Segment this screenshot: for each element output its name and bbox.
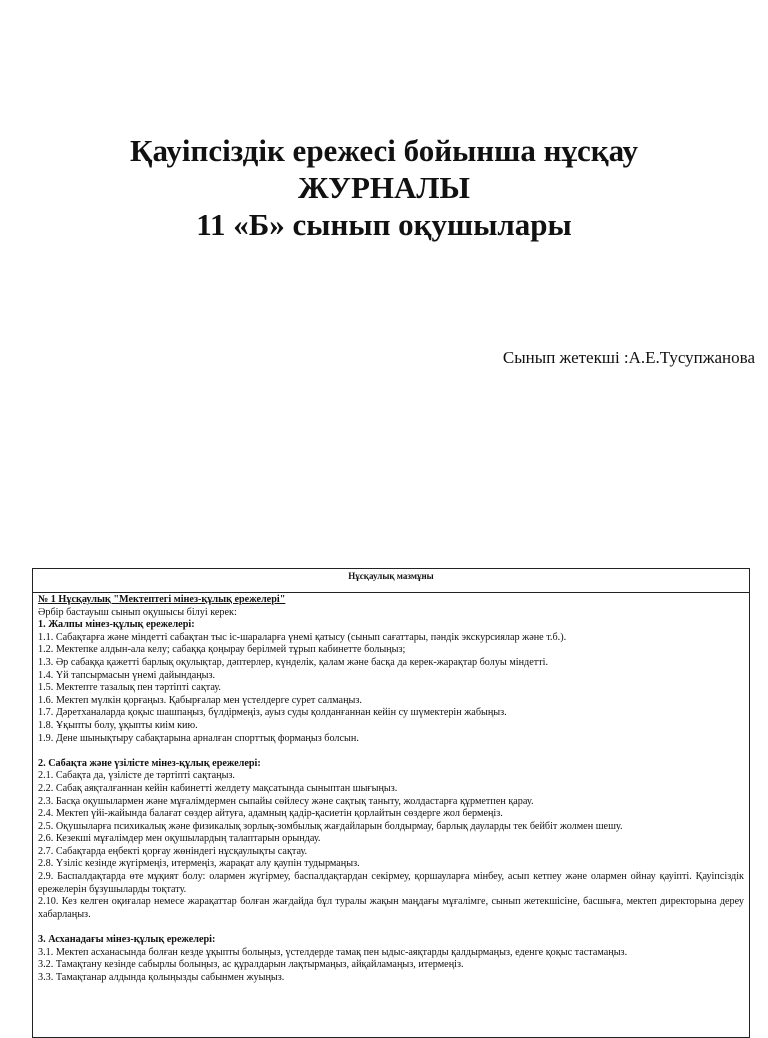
instruction-title: № 1 Нұсқаулық "Мектептегі мінез-құлық ережелері": [38, 594, 286, 605]
rule-item: 3.2. Тамақтану кезінде сабырлы болыңыз, ас құралдарын лақтырмаңыз, айқайламаңыз, итермеңіз.: [38, 959, 464, 971]
rule-item: 2.8. Үзіліс кезінде жүгірмеңіз, итермеңіз, жарақат алу қаупін тудырмаңыз.: [38, 858, 360, 870]
instruction-intro: Әрбір бастауыш сынып оқушысы білуі керек:: [38, 606, 237, 618]
section-heading: 3. Асханадағы мінез-құлық ережелері:: [38, 934, 216, 946]
rule-item: 1.2. Мектепке алдын-ала келу; сабаққа қоңырау берілмей тұрып кабинетте болыңыз;: [38, 644, 406, 656]
title-line-3: 11 «Б» сынып оқушылары: [196, 207, 572, 242]
instruction-table: [32, 568, 750, 1038]
rule-item: 2.5. Оқушыларға психикалық және физикалық зорлық-зомбылық жағдайларын болдырмау, барлық дауларды тек бейбіт жолмен шешу.: [38, 820, 623, 832]
table-body: [33, 593, 749, 984]
document-title: [0, 132, 768, 243]
section-gap: [38, 745, 744, 758]
rule-item: 2.2. Сабақ аяқталғаннан кейін кабинетті желдету мақсатында сыныптан шығыңыз.: [38, 782, 398, 794]
rule-item: 1.5. Мектепте тазалық пен тәртіпті сақтау.: [38, 682, 221, 694]
rule-item: 1.1. Сабақтарға және міндетті сабақтан тыс іс-шараларға үнемі қатысу (сынып сағаттары, пәндік экскурсиялар және т.б.).: [38, 631, 567, 643]
rule-item: 2.4. Мектеп үйі-жайында балағат сөздер айтуға, адамның қадір-қасиетін қорлайтын сөздерге жол бермеңіз.: [38, 808, 503, 820]
section-heading: 2. Сабақта және үзілісте мінез-құлық ережелері:: [38, 757, 261, 769]
title-line-1: Қауіпсіздік ережесі бойынша нұсқау: [130, 133, 638, 168]
rule-item: 2.6. Кезекші мұғалімдер мен оқушылардың талаптарын орындау.: [38, 833, 321, 845]
rule-item: 2.3. Басқа оқушылармен және мұғалімдермен сыпайы сөйлесу және сақтық таныту, жолдастарға құрметпен қарау.: [38, 795, 534, 807]
rule-item: 2.10. Кез келген оқиғалар немесе жарақаттар болған жағдайда бұл туралы жақын маңдағы мұғалімге, сынып жетекшісіне, басшыға, мектеп директорына дереу хабарлаңыз.: [38, 896, 744, 920]
rule-item: 2.1. Сабақта да, үзілісте де тәртіпті сақтаңыз.: [38, 770, 235, 782]
rule-item: 1.3. Әр сабаққа қажетті барлық оқулықтар, дәптерлер, күнделік, қалам және басқа да керек-жарақтар болуы міндетті.: [38, 656, 549, 668]
rule-item: 3.1. Мектеп асханасында болған кезде ұқыпты болыңыз, үстелдерде тамақ пен ыдыс-аяқтарды қалдырмаңыз, еденге қоқыс тастамаңыз.: [38, 946, 628, 958]
class-teacher: Сынып жетекші :А.Е.Тусупжанова: [502, 348, 755, 367]
title-line-2: ЖУРНАЛЫ: [298, 170, 470, 205]
section-gap: [38, 921, 744, 934]
rule-item: 1.9. Дене шынықтыру сабақтарына арналған спорттық формаңыз болсын.: [38, 732, 359, 744]
rule-item: 2.7. Сабақтарда еңбекті қорғау жөніндегі нұсқаулықты сақтау.: [38, 845, 308, 857]
table-header: Нұсқаулық мазмұны: [33, 569, 749, 593]
rule-item: 1.7. Дәретханаларда қоқыс шашпаңыз, бүлдірмеңіз, ауыз суды қолданғаннан кейін су шүмектерін жабыңыз.: [38, 707, 507, 719]
section-heading: 1. Жалпы мінез-құлық ережелері:: [38, 619, 195, 631]
rule-item: 2.9. Баспалдақтарда өте мұқият болу: олармен жүгірмеу, баспалдақтардан секірмеу, қоршауларға мінбеу, асып кетпеу және олармен ойнау қауіпті. Қауіпсіздік ережелерін бұзушыларды тоқтату.: [38, 871, 744, 895]
rule-item: 1.6. Мектеп мүлкін қорғаңыз. Қабырғалар мен үстелдерге сурет салмаңыз.: [38, 694, 362, 706]
rule-item: 3.3. Тамақтанар алдында қолыңызды сабынмен жуыңыз.: [38, 971, 285, 983]
rule-item: 1.8. Ұқыпты болу, ұқыпты киім кию.: [38, 719, 198, 731]
rule-item: 1.4. Үй тапсырмасын үнемі дайындаңыз.: [38, 669, 216, 681]
